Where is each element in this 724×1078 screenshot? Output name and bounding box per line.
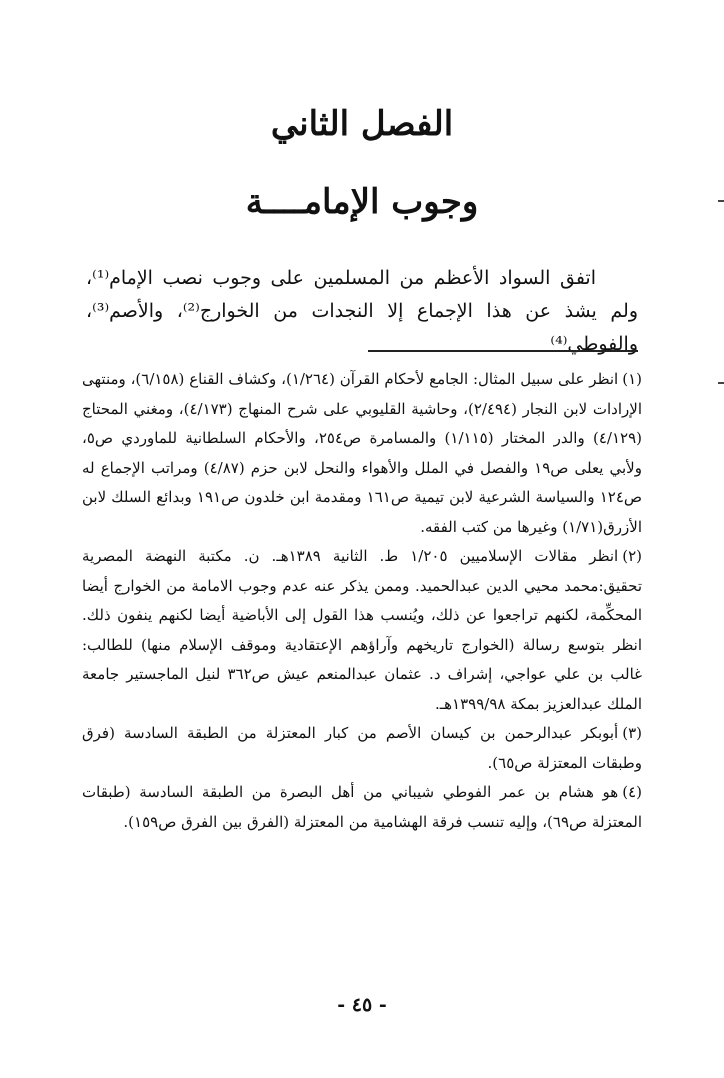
- footnote-4: [82, 778, 642, 837]
- scan-edge-mark: [718, 200, 724, 202]
- footnote-text: هو هشام بن عمر الفوطي شيباني من أهل البصرة من الطبقة السادسة (طبقات المعتزلة ص٦٩)، وإليه تنسب فرقة الهشامية من المعتزلة (الفرق بين الفرق ص١٥٩).: [82, 783, 642, 831]
- footnote-text: انظر على سبيل المثال: الجامع لأحكام القرآن (١/٢٦٤)، وكشاف القناع (٦/١٥٨)، ومنتهى الإرادات لابن النجار (٢/٤٩٤)، وحاشية القليوبي على شرح المنهاج (٤/١٧٣)، ومغني المحتاج (٤/١٢٩) والدر المختار (١/١١٥) والمسامرة ص٢٥٤، والأحكام السلطانية للماوردي ص٥، ولأبي يعلى ص١٩ والفصل في الملل والأهواء والنحل لابن حزم (٤/٨٧) ومراتب الإجماع له ص١٢٤ والسياسة الشرعية لابن تيمية ص١٦١ ومقدمة ابن خلدون ص١٩١ وبدائع السلك لابن الأزرق(١/٧١) وغيرها من كتب الفقه.: [82, 370, 643, 536]
- footnote-text: انظر مقالات الإسلاميين ١/٢٠٥ ط. الثانية ١٣٨٩هـ. ن. مكتبة النهضة المصرية تحقيق:محمد محيي الدين عبدالحميد. وممن يذكر عنه عدم وجوب الامامة من الخوارج أيضا المحكِّمة، لكنهم تراجعوا عن ذلك، ويُنسب هذا القول إلى الأباضية أيضا لكنهم ينفون ذلك. انظر بتوسع رسالة (الخوارج تاريخهم وآراؤهم الإعتقادية وموقف الإسلام منها) للطالب: غالب بن علي عواجي، إشراف د. عثمان عبدالمنعم عيش ص٣٦٢ لنيل الماجستير جامعة الملك عبدالعزيز بمكة ١٣٩٩/٩٨هـ.: [82, 547, 643, 713]
- page-number: - ٤٥ -: [337, 994, 387, 1016]
- section-title: وجوب الإمامــــة: [245, 182, 479, 222]
- footnote-number: (١): [622, 370, 642, 388]
- footnote-number: (٤): [622, 783, 642, 801]
- footnote-text: أبوبكر عبدالرحمن بن كيسان الأصم من كبار المعتزلة من الطبقة السادسة (فرق وطبقات المعتزلة ص٦٥).: [82, 724, 642, 772]
- footnote-3: [82, 719, 642, 778]
- footnote-2: [82, 542, 642, 719]
- footnote-number: (٣): [622, 724, 642, 742]
- footnote-number: (٢): [622, 547, 643, 565]
- footnote-1: [82, 365, 642, 542]
- scan-edge-mark: [718, 382, 724, 384]
- footnotes: [82, 365, 642, 837]
- body-paragraph: اتفق السواد الأعظم من المسلمين على وجوب نصب الإمام⁽¹⁾، ولم يشذ عن هذا الإجماع إلا النجدات من الخوارج⁽²⁾، والأصم⁽³⁾، والفوطي⁽⁴⁾: [86, 267, 639, 355]
- footnote-separator: [368, 350, 638, 352]
- chapter-title: الفصل الثاني: [270, 104, 454, 144]
- main-text: [86, 262, 638, 361]
